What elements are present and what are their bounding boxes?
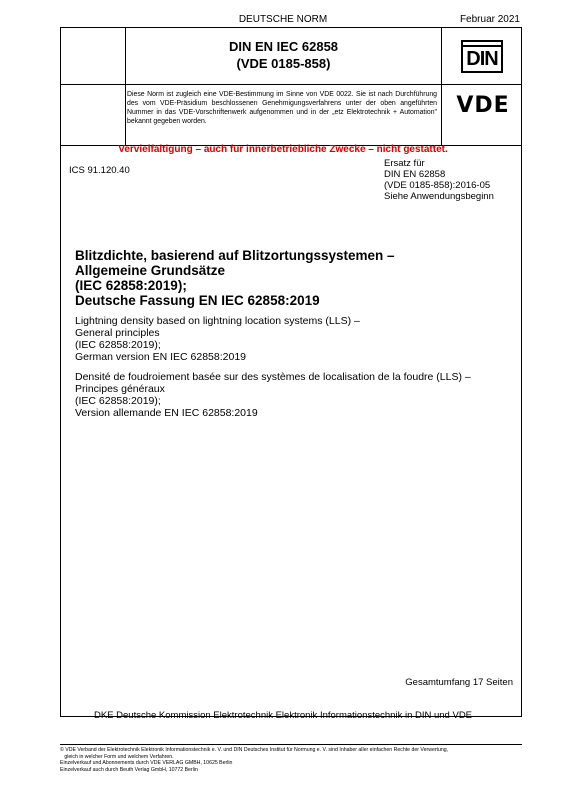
document-vde-number-line: (VDE 0185-858) (236, 56, 331, 71)
copyright-footer (60, 747, 530, 774)
vde-logo: VDE (456, 93, 510, 118)
issue-date: Februar 2021 (459, 14, 520, 25)
replacement-line: DIN EN 62858 (384, 169, 446, 180)
footer-divider (60, 744, 522, 745)
title-german (75, 248, 495, 308)
document-number (126, 38, 441, 72)
replacement-info (384, 158, 494, 202)
replacement-line: (VDE 0185-858):2016-05 (384, 180, 491, 191)
title-line: German version EN IEC 62858:2019 (75, 351, 247, 363)
title-line: (IEC 62858:2019); (75, 395, 161, 407)
din-logo-rule (463, 45, 501, 47)
title-line: Allgemeine Grundsätze (75, 263, 226, 278)
reproduction-notice: Vervielfältigung – auch für innerbetriebliche Zwecke – nicht gestattet. (118, 144, 448, 155)
din-logo (461, 40, 503, 73)
title-line: Densité de foudroiement basée sur des systèmes de localisation de la foudre (LLS) – (75, 371, 471, 383)
dke-commission: DKE Deutsche Kommission Elektrotechnik Elektronik Informationstechnik in DIN und VDE (93, 710, 473, 721)
ics-code: ICS 91.120.40 (69, 165, 130, 176)
replacement-line: Ersatz für (384, 158, 425, 169)
title-line: General principles (75, 327, 160, 339)
footer-line: gleich in welcher Form und welchem Verfahren. (60, 753, 174, 760)
title-line: Blitzdichte, basierend auf Blitzortungssystemen – (75, 248, 395, 263)
norm-type-label: DEUTSCHE NORM (238, 14, 328, 25)
title-french (75, 371, 515, 419)
title-line: Principes généraux (75, 383, 165, 395)
din-logo-text: DIN (466, 48, 498, 70)
title-english (75, 315, 505, 363)
footer-line: Einzelverkauf auch durch Beuth Verlag GmbH, 10772 Berlin (60, 767, 198, 774)
page-count: Gesamtumfang 17 Seiten (405, 677, 513, 688)
title-line: Version allemande EN IEC 62858:2019 (75, 407, 258, 419)
footer-line: Einzelverkauf und Abonnements durch VDE VERLAG GMBH, 10625 Berlin (60, 760, 233, 767)
title-line: Deutsche Fassung EN IEC 62858:2019 (75, 293, 320, 308)
document-number-line: DIN EN IEC 62858 (228, 39, 339, 54)
title-line: (IEC 62858:2019); (75, 278, 187, 293)
header-divider-right (441, 28, 442, 146)
title-line: (IEC 62858:2019); (75, 339, 161, 351)
vde-regulation-note: Diese Norm ist zugleich eine VDE-Bestimmung im Sinne von VDE 0022. Sie ist nach Durchführung des vom VDE-Präsidium beschlossenen Genehmigungsverfahrens unter der oben angeführten Nummer in das VDE-Vorschriftenwerk aufgenommen und in der „etz Elektrotechnik + Automation" bekannt gegeben worden. (127, 91, 437, 125)
replacement-line: Siehe Anwendungsbeginn (384, 191, 494, 202)
footer-line: © VDE Verband der Elektrotechnik Elektronik Informationstechnik e. V. und DIN Deutsches Institut für Normung e. V. sind Inhaber aller einfachen Rechte der Verwertung, (60, 747, 449, 753)
title-line: Lightning density based on lightning location systems (LLS) – (75, 315, 360, 327)
